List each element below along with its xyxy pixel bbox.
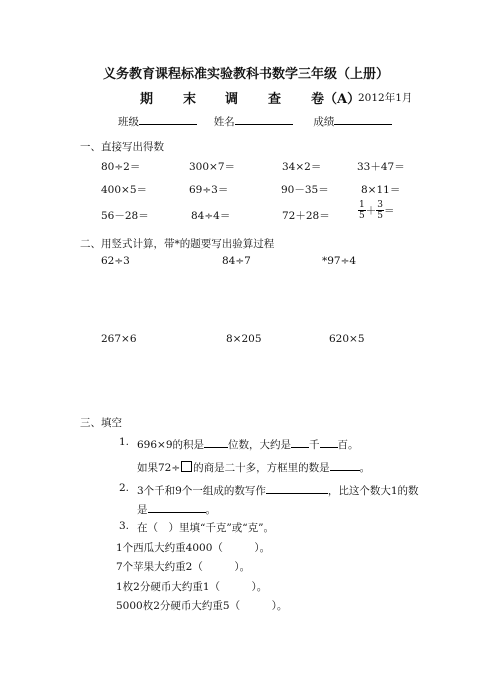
calc-item: 72＋28＝ xyxy=(282,210,330,222)
calc-item: 90－35＝ xyxy=(281,184,329,196)
exam-title xyxy=(225,88,238,107)
exam-title-char: 调 xyxy=(225,92,239,107)
name-label: 姓名 xyxy=(213,116,235,128)
calc-item: 84÷4＝ xyxy=(191,210,231,222)
fraction-calc-item: $\frac{1}{5}$ ＋ $\frac{3}{5}$ ＝ xyxy=(359,200,395,221)
q2-blank-next-number[interactable] xyxy=(148,501,206,513)
document-title: 义务教育课程标准实验教科书数学三年级（上册） xyxy=(103,67,390,82)
vertical-calc-item: 84÷7 xyxy=(222,255,251,267)
q1-blank-thousands[interactable] xyxy=(291,436,309,448)
calc-item: 80÷2＝ xyxy=(101,161,141,173)
exam-title xyxy=(183,88,196,107)
calc-item: 33＋47＝ xyxy=(357,161,405,173)
question-number: 3. xyxy=(119,520,130,532)
score-field[interactable] xyxy=(334,113,392,125)
calc-item: 300×7＝ xyxy=(189,161,236,173)
q2-blank-number[interactable] xyxy=(266,482,328,494)
calc-item: 34×2＝ xyxy=(282,161,322,173)
q3-instruction: 在（ ）里填“千克”或“克”。 xyxy=(137,522,274,534)
question-number: 2. xyxy=(119,482,130,494)
q2-line2: 是 。 xyxy=(137,501,216,517)
exam-title xyxy=(140,88,153,107)
vertical-calc-item: 62÷3 xyxy=(101,255,130,267)
vertical-calc-item: *97÷4 xyxy=(322,255,357,267)
exam-title-char: 末 xyxy=(183,92,197,107)
exam-title xyxy=(268,88,281,107)
exam-title xyxy=(311,88,360,107)
name-field[interactable] xyxy=(235,113,293,125)
score-label: 成绩 xyxy=(313,116,335,128)
question-number: 1. xyxy=(119,436,130,448)
q1-blank-box-digit[interactable] xyxy=(330,459,360,471)
fraction: $\frac{3}{5}$ xyxy=(377,200,383,221)
square-box-icon xyxy=(181,461,192,472)
q3-item[interactable]: 1枚2分硬币大约重1（ ）。 xyxy=(116,581,268,593)
q3-item[interactable]: 7个苹果大约重2（ ）。 xyxy=(116,561,251,573)
exam-title-char: 卷（A） xyxy=(311,92,361,107)
vertical-calc-item: 620×5 xyxy=(329,333,365,345)
calc-item: 400×5＝ xyxy=(101,184,148,196)
exam-title-char: 查 xyxy=(268,92,282,107)
q3-item[interactable]: 1个西瓜大约重4000（ ）。 xyxy=(116,542,271,554)
section3-heading: 三、填空 xyxy=(80,417,122,429)
q3-item[interactable]: 5000枚2分硬币大约重5（ ）。 xyxy=(116,600,288,612)
section2-heading: 二、用竖式计算，带*的题要写出验算过程 xyxy=(80,238,275,250)
q1-line2: 如果72÷ 的商是二十多，方框里的数是 。 xyxy=(137,459,370,475)
q1-blank-hundreds[interactable] xyxy=(320,436,338,448)
info-fields xyxy=(118,113,392,129)
calc-item: 56－28＝ xyxy=(101,210,149,222)
class-label: 班级 xyxy=(118,116,139,128)
q1-line1: 696×9的积是 位数，大约是 千 百。 xyxy=(137,436,359,452)
calc-item: 69÷3＝ xyxy=(189,184,229,196)
vertical-calc-item: 267×6 xyxy=(101,333,137,345)
fraction: $\frac{1}{5}$ xyxy=(359,200,365,221)
vertical-calc-item: 8×205 xyxy=(226,333,262,345)
section1-heading: 一、直接写出得数 xyxy=(80,141,164,153)
exam-date: 2012年1月 xyxy=(358,92,413,104)
q1-blank-digits[interactable] xyxy=(204,436,228,448)
exam-title-char: 期 xyxy=(140,92,154,107)
calc-item: 8×11＝ xyxy=(361,184,401,196)
q2-line1: 3个千和9个一组成的数写作 ，比这个数大1的数 xyxy=(137,482,419,498)
class-field[interactable] xyxy=(139,113,197,125)
